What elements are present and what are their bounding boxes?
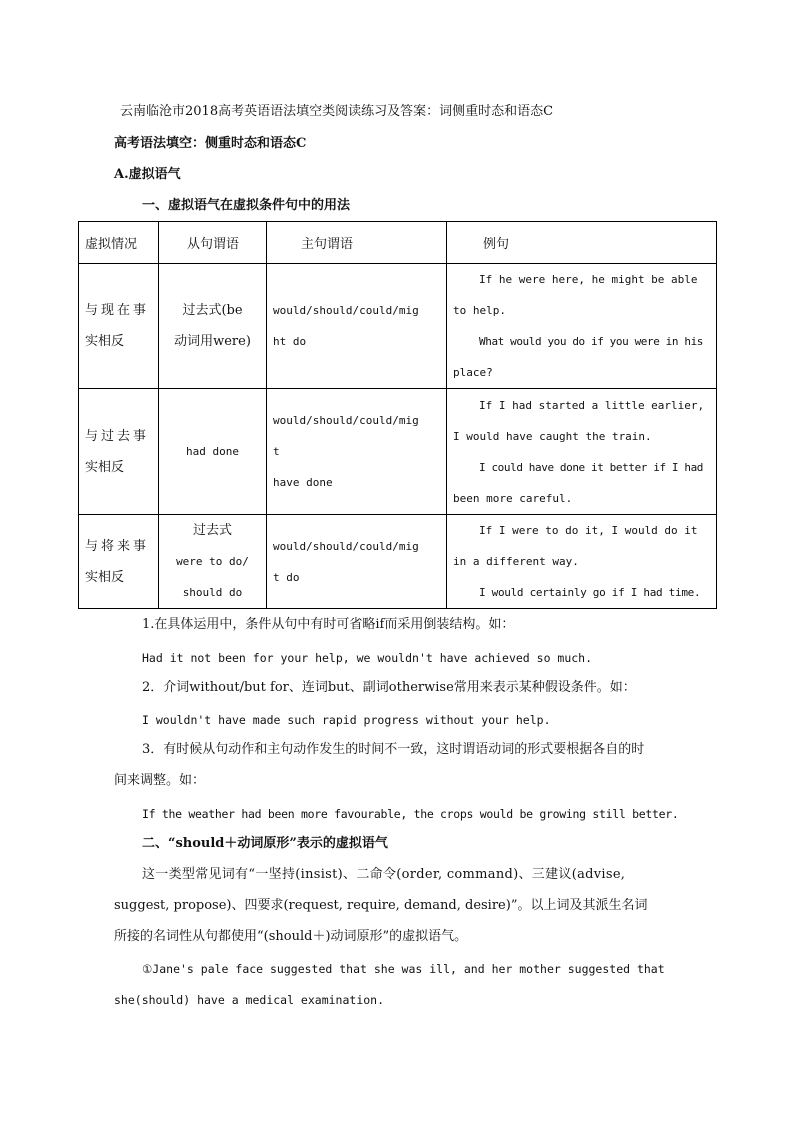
- section-2-paragraph: 这一类型常见词有“一坚持(insist)、二命令(order, command)、三建议(advise,: [142, 867, 626, 882]
- subjunctive-table: [78, 221, 717, 609]
- doc-title: 云南临沧市2018高考英语语法填空类阅读练习及答案：词侧重时态和语态C: [120, 104, 554, 119]
- section-title: 高考语法填空：侧重时态和语态C: [114, 136, 307, 151]
- clause-predicate-cell: 过去式 were to do/ should do: [159, 515, 267, 609]
- note-2-example: I wouldn't have made such rapid progress without your help.: [142, 713, 551, 727]
- main-predicate-cell: would/should/could/mig ht do: [267, 264, 447, 389]
- section-2-example: ①Jane's pale face suggested that she was ill, and her mother suggested that: [142, 962, 665, 976]
- situation-cell: 与现在事 实相反: [79, 264, 159, 389]
- table-header-cell: 主句谓语: [267, 222, 447, 264]
- main-predicate-cell: would/should/could/mig t have done: [267, 389, 447, 515]
- section-2-paragraph: 所接的名词性从句都使用“(should＋)动词原形”的虚拟语气。: [114, 929, 468, 944]
- main-predicate-cell: would/should/could/mig t do: [267, 515, 447, 609]
- section-2-example: she(should) have a medical examination.: [114, 993, 385, 1007]
- part-a-heading: A.虚拟语气: [114, 167, 181, 182]
- table-row: [79, 264, 717, 389]
- table-header-cell: 从句谓语: [159, 222, 267, 264]
- table-header-row: [79, 222, 717, 264]
- situation-cell: 与过去事 实相反: [79, 389, 159, 515]
- note-3-example: If the weather had been more favourable, the crops would be growing still better.: [142, 807, 679, 821]
- note-1: 1.在具体运用中，条件从句中有时可省略if而采用倒装结构。如：: [142, 617, 515, 632]
- section-2-paragraph: suggest, propose)、四要求(request, require, demand, desire)”。以上词及其派生名词: [114, 898, 648, 913]
- note-2: 2．介词without/but for、连词but、副词otherwise常用来表示某种假设条件。如：: [142, 680, 636, 695]
- section-2-heading: 二、“should＋动词原形”表示的虚拟语气: [142, 836, 388, 851]
- note-3: 3．有时候从句动作和主句动作发生的时间不一致，这时谓语动词的形式要根据各自的时: [142, 742, 645, 757]
- table-row: [79, 389, 717, 515]
- table-row: [79, 515, 717, 609]
- example-cell: If I had started a little earlier, I would have caught the train. I could have done it better if I had been more careful.: [447, 389, 717, 515]
- subsection-1-heading: 一、虚拟语气在虚拟条件句中的用法: [142, 198, 351, 213]
- clause-predicate-cell: 过去式(be 动词用were): [159, 264, 267, 389]
- example-cell: If he were here, he might be able to help. What would you do if you were in his place?: [447, 264, 717, 389]
- clause-predicate-cell: had done: [159, 389, 267, 515]
- note-3-continued: 间来调整。如：: [114, 773, 206, 788]
- situation-cell: 与将来事 实相反: [79, 515, 159, 609]
- table-header-cell: 虚拟情况: [79, 222, 159, 264]
- note-1-example: Had it not been for your help, we wouldn't have achieved so much.: [142, 651, 593, 665]
- example-cell: If I were to do it, I would do it in a different way. I would certainly go if I had time.: [447, 515, 717, 609]
- table-header-cell: 例句: [447, 222, 717, 264]
